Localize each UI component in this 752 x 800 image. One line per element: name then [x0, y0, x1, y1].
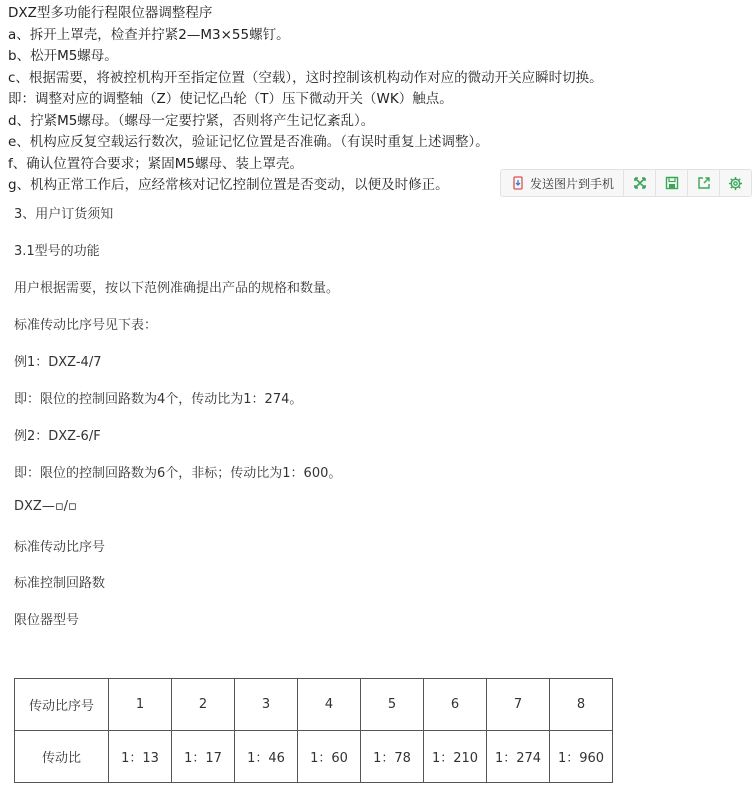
table-cell: 6	[424, 679, 487, 731]
document-title: DXZ型多功能行程限位器调整程序	[8, 5, 213, 21]
table-cell: 1	[109, 679, 172, 731]
step-g: g、机构正常工作后，应经常核对记忆控制位置是否变动，以便及时修正。	[8, 177, 449, 193]
model-format: DXZ—▫/▫	[14, 499, 77, 514]
table-cell: 1：17	[172, 731, 235, 783]
table-cell: 3	[235, 679, 298, 731]
phone-send-icon	[511, 176, 525, 190]
section-3-1-heading: 3.1型号的功能	[14, 244, 100, 259]
step-c: c、根据需要，将被控机构开至指定位置（空载），这时控制该机构动作对应的微动开关应瞬时切换。	[8, 69, 603, 86]
example-2-desc: 即：限位的控制回路数为6个，非标；传动比为1：600。	[14, 466, 342, 481]
table-header-cell: 传动比	[15, 731, 109, 783]
fullscreen-button[interactable]	[624, 170, 656, 196]
example-1-desc: 即：限位的控制回路数为4个，传动比为1：274。	[14, 392, 303, 407]
table-cell: 2	[172, 679, 235, 731]
step-d: d、拧紧M5螺母。（螺母一定要拧紧，否则将产生记忆紊乱）。	[8, 112, 375, 129]
step-c-note: 即：调整对应的调整轴（Z）使记忆凸轮（T）压下微动开关（WK）触点。	[8, 91, 453, 107]
share-button[interactable]	[688, 170, 720, 196]
legend-model: 限位器型号	[14, 613, 80, 628]
table-cell: 8	[550, 679, 613, 731]
table-cell: 1：274	[487, 731, 550, 783]
image-toolbar	[500, 169, 752, 197]
step-e: e、机构应反复空载运行数次，验证记忆位置是否准确。（有误时重复上述调整）。	[8, 134, 489, 150]
intro-text: 用户根据需要，按以下范例准确提出产品的规格和数量。	[14, 281, 340, 296]
step-a: a、拆开上罩壳，检查并拧紧2—M3×55螺钉。	[8, 26, 290, 43]
settings-button[interactable]	[720, 170, 751, 196]
save-icon	[665, 176, 679, 190]
fullscreen-icon	[633, 176, 647, 190]
example-2: 例2：DXZ-6/F	[14, 429, 101, 444]
table-cell: 7	[487, 679, 550, 731]
table-cell: 1：13	[109, 731, 172, 783]
section-3-heading: 3、用户订货须知	[14, 207, 114, 222]
table-cell: 1：60	[298, 731, 361, 783]
legend-ratio-index: 标准传动比序号	[14, 540, 106, 555]
send-to-phone-label: 发送图片到手机	[530, 176, 615, 191]
instruction-block	[8, 3, 748, 197]
settings-icon	[728, 176, 743, 191]
table-cell: 5	[361, 679, 424, 731]
table-row	[15, 679, 613, 731]
table-header-cell: 传动比序号	[15, 679, 109, 731]
step-f: f、确认位置符合要求；紧固M5螺母、装上罩壳。	[8, 155, 303, 172]
ratio-table	[14, 678, 613, 783]
legend-circuit-count: 标准控制回路数	[14, 576, 106, 591]
table-cell: 1：210	[424, 731, 487, 783]
table-cell: 4	[298, 679, 361, 731]
step-b: b、松开M5螺母。	[8, 48, 118, 64]
table-cell: 1：960	[550, 731, 613, 783]
example-1: 例1：DXZ-4/7	[14, 355, 102, 370]
table-note: 标准传动比序号见下表：	[14, 318, 158, 333]
save-button[interactable]	[656, 170, 688, 196]
send-to-phone-button[interactable]	[501, 170, 624, 196]
table-cell: 1：78	[361, 731, 424, 783]
table-cell: 1：46	[235, 731, 298, 783]
share-icon	[697, 176, 711, 190]
table-row	[15, 731, 613, 783]
